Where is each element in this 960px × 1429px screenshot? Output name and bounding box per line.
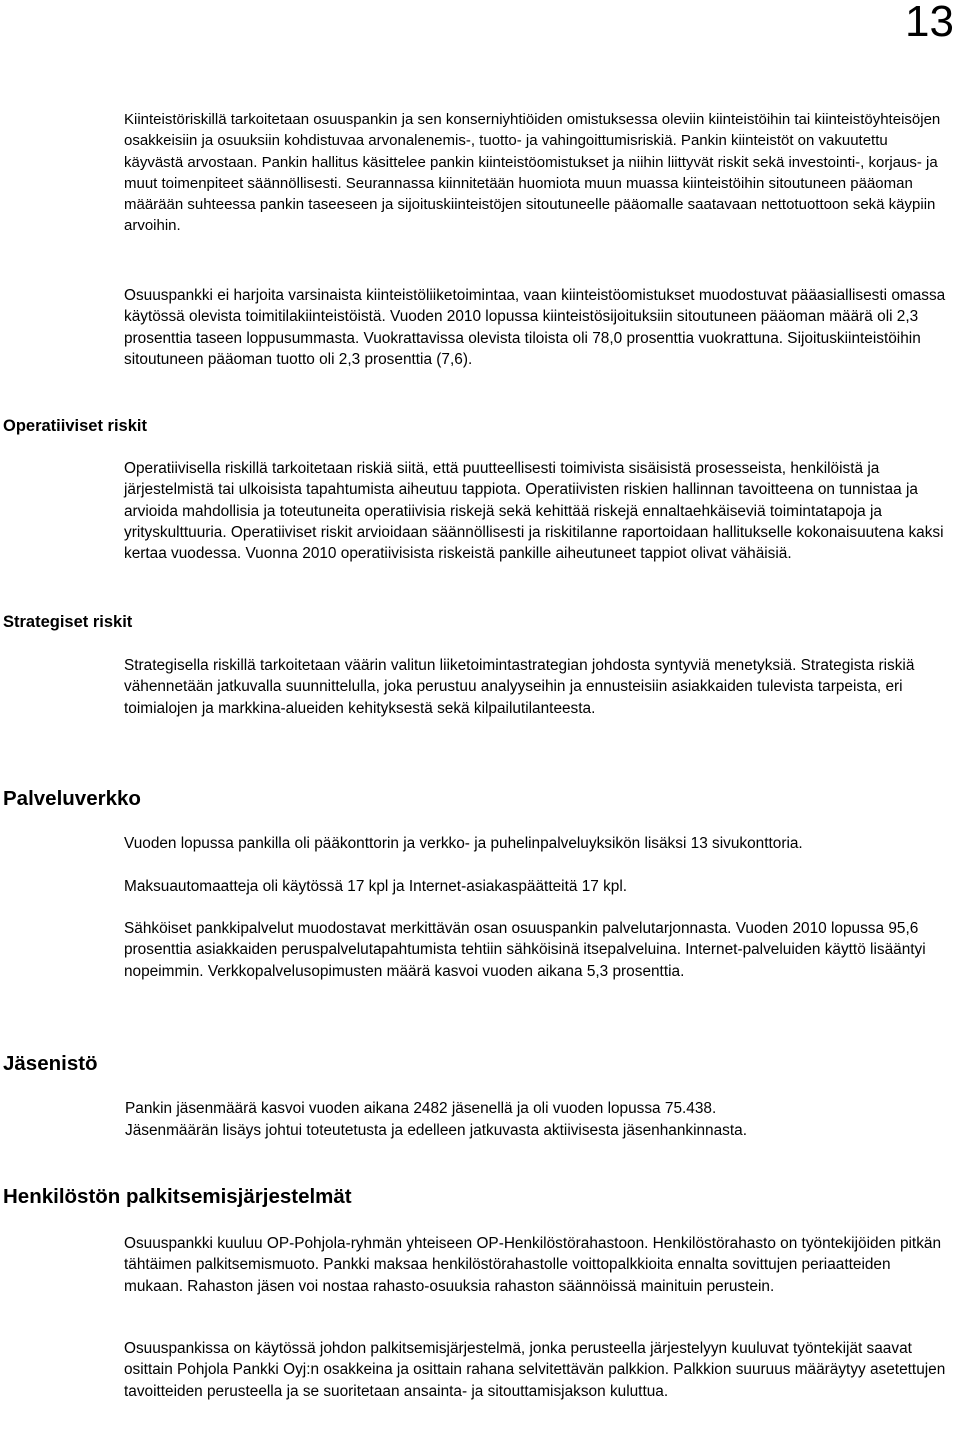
electronic-services-paragraph: Sähköiset pankkipalvelut muodostavat merkittävän osan osuuspankin palvelutarjonnasta. Vuoden 2010 lopussa 95,6 prosenttia asiakkaiden peruspalvelutapahtumista tehtiin sähköisinä itsepalveluina. Internet-palveluiden käyttö lisääntyi nopeimmin. Verkkopalvelusopimusten määrä kasvoi vuoden aikana 5,3 prosenttia. [124, 920, 926, 980]
strategic-risk-paragraph: Strategisella riskillä tarkoitetaan väärin valitun liiketoimintastrategian johdosta syntyviä menetyksiä. Strategista riskiä vähennetään jatkuvalla suunnittelulla, joka perustuu analyyseihin ja ennusteisiin asiakkaiden tulevista tarpeista, eri toimialojen ja markkina-alueiden kehityksestä sekä kilpailutilanteesta. [124, 657, 915, 717]
branch-count-text: Vuoden lopussa pankilla oli pääkonttorin ja verkko- ja puhelinpalveluyksikön lisäksi 13 sivukonttoria. [124, 835, 803, 852]
compensation-heading: Henkilöstön palkitsemisjärjestelmät [3, 1185, 352, 1208]
page-number: 13 [905, 0, 954, 46]
strategic-risk-heading: Strategiset riskit [3, 613, 133, 631]
membership-heading: Jäsenistö [3, 1052, 98, 1075]
personnel-fund-paragraph: Osuuspankki kuuluu OP-Pohjola-ryhmän yhteiseen OP-Henkilöstörahastoon. Henkilöstörahasto on työntekijöiden pitkän tähtäimen palkitsemismuoto. Pankki maksaa henkilöstörahastolle voittopalkkioita ennalta sovittujen periaatteiden mukaan. Rahaston jäsen voi nostaa rahasto-osuuksia rahaston säännöissä mainituin perustein. [124, 1235, 942, 1295]
atm-count-text: Maksuautomaatteja oli käytössä 17 kpl ja Internet-asiakaspäätteitä 17 kpl. [124, 878, 628, 895]
real-estate-holdings-paragraph: Osuuspankki ei harjoita varsinaista kiinteistöliiketoimintaa, vaan kiinteistöomistukset muodostuvat pääasiallisesti omassa käytössä olevista toimitilakiinteistöistä. Vuoden 2010 lopussa kiinteistösijoituksiin sitoutuneen pääoman määrä oli 2,3 prosenttia taseen loppusummasta. Vuokrattavissa olevista tiloista oli 78,0 prosenttia vuokrattuna. Sijoituskiinteistöihin sitoutuneen pääoman tuotto oli 2,3 prosenttia (7,6). [124, 287, 946, 368]
management-reward-paragraph: Osuuspankissa on käytössä johdon palkitsemisjärjestelmä, jonka perusteella järjestelyyn kuuluvat työntekijät saavat osittain Pohjola Pankki Oyj:n osakkeina ja osittain rahana selvitettävän palkkion. Palkkion suuruus määräytyy asetettujen tavoitteiden perusteella ja se suoritetaan ansainta- ja sitouttamisjakson kuluttua. [124, 1340, 946, 1400]
service-network-heading: Palveluverkko [3, 787, 141, 810]
operational-risk-heading: Operatiiviset riskit [3, 417, 147, 435]
membership-count-text: Pankin jäsenmäärä kasvoi vuoden aikana 2482 jäsenellä ja oli vuoden lopussa 75.438. [125, 1100, 717, 1117]
operational-risk-paragraph: Operatiivisella riskillä tarkoitetaan riskiä siitä, että puutteellisesti toimivista sisäisistä prosesseista, henkilöistä ja järjestelmistä tai ulkoisista tapahtumista aiheutuu tappiota. Operatiivisten riskien hallinnan tavoitteena on tunnistaa ja arvioida mahdollisia ja toteutuneita operatiivisia riskejä sekä kehittää riskejä ennaltaehkäiseviä toimintatapoja ja yrityskulttuuria. Operatiiviset riskit arvioidaan säännöllisesti ja riskitilanne raportoidaan hallitukselle kokonaisuutena kaksi kertaa vuodessa. Vuonna 2010 operatiivisista riskeistä pankille aiheutuneet tappiot olivat vähäisiä. [124, 460, 944, 563]
membership-growth-text: Jäsenmäärän lisäys johtui toteutetusta ja edelleen jatkuvasta aktiivisesta jäsenhankinnasta. [125, 1122, 747, 1139]
real-estate-risk-paragraph: Kiinteistöriskillä tarkoitetaan osuuspankin ja sen konserniyhtiöiden omistuksessa oleviin kiinteistöihin tai kiinteistöyhteisöjen osakkeisiin ja osuuksiin kohdistuvaa arvonalenemis-, tuotto- ja vahingoittumisriskiä. Pankin kiinteistöt on vakuutettu käyvästä arvostaan. Pankin hallitus käsittelee pankin kiinteistöomistukset ja niihin liittyvät riskit sekä investointi-, korjaus- ja muut toimenpiteet säännöllisesti. Seurannassa kiinnitetään huomiota muun muassa kiinteistöihin sitoutuneen pääoman määrään suhteessa pankin taseeseen ja sijoituskiinteistöjen sitoutuneelle pääomalle saatavaan nettotuottoon sekä käypiin arvoihin. [124, 111, 941, 235]
